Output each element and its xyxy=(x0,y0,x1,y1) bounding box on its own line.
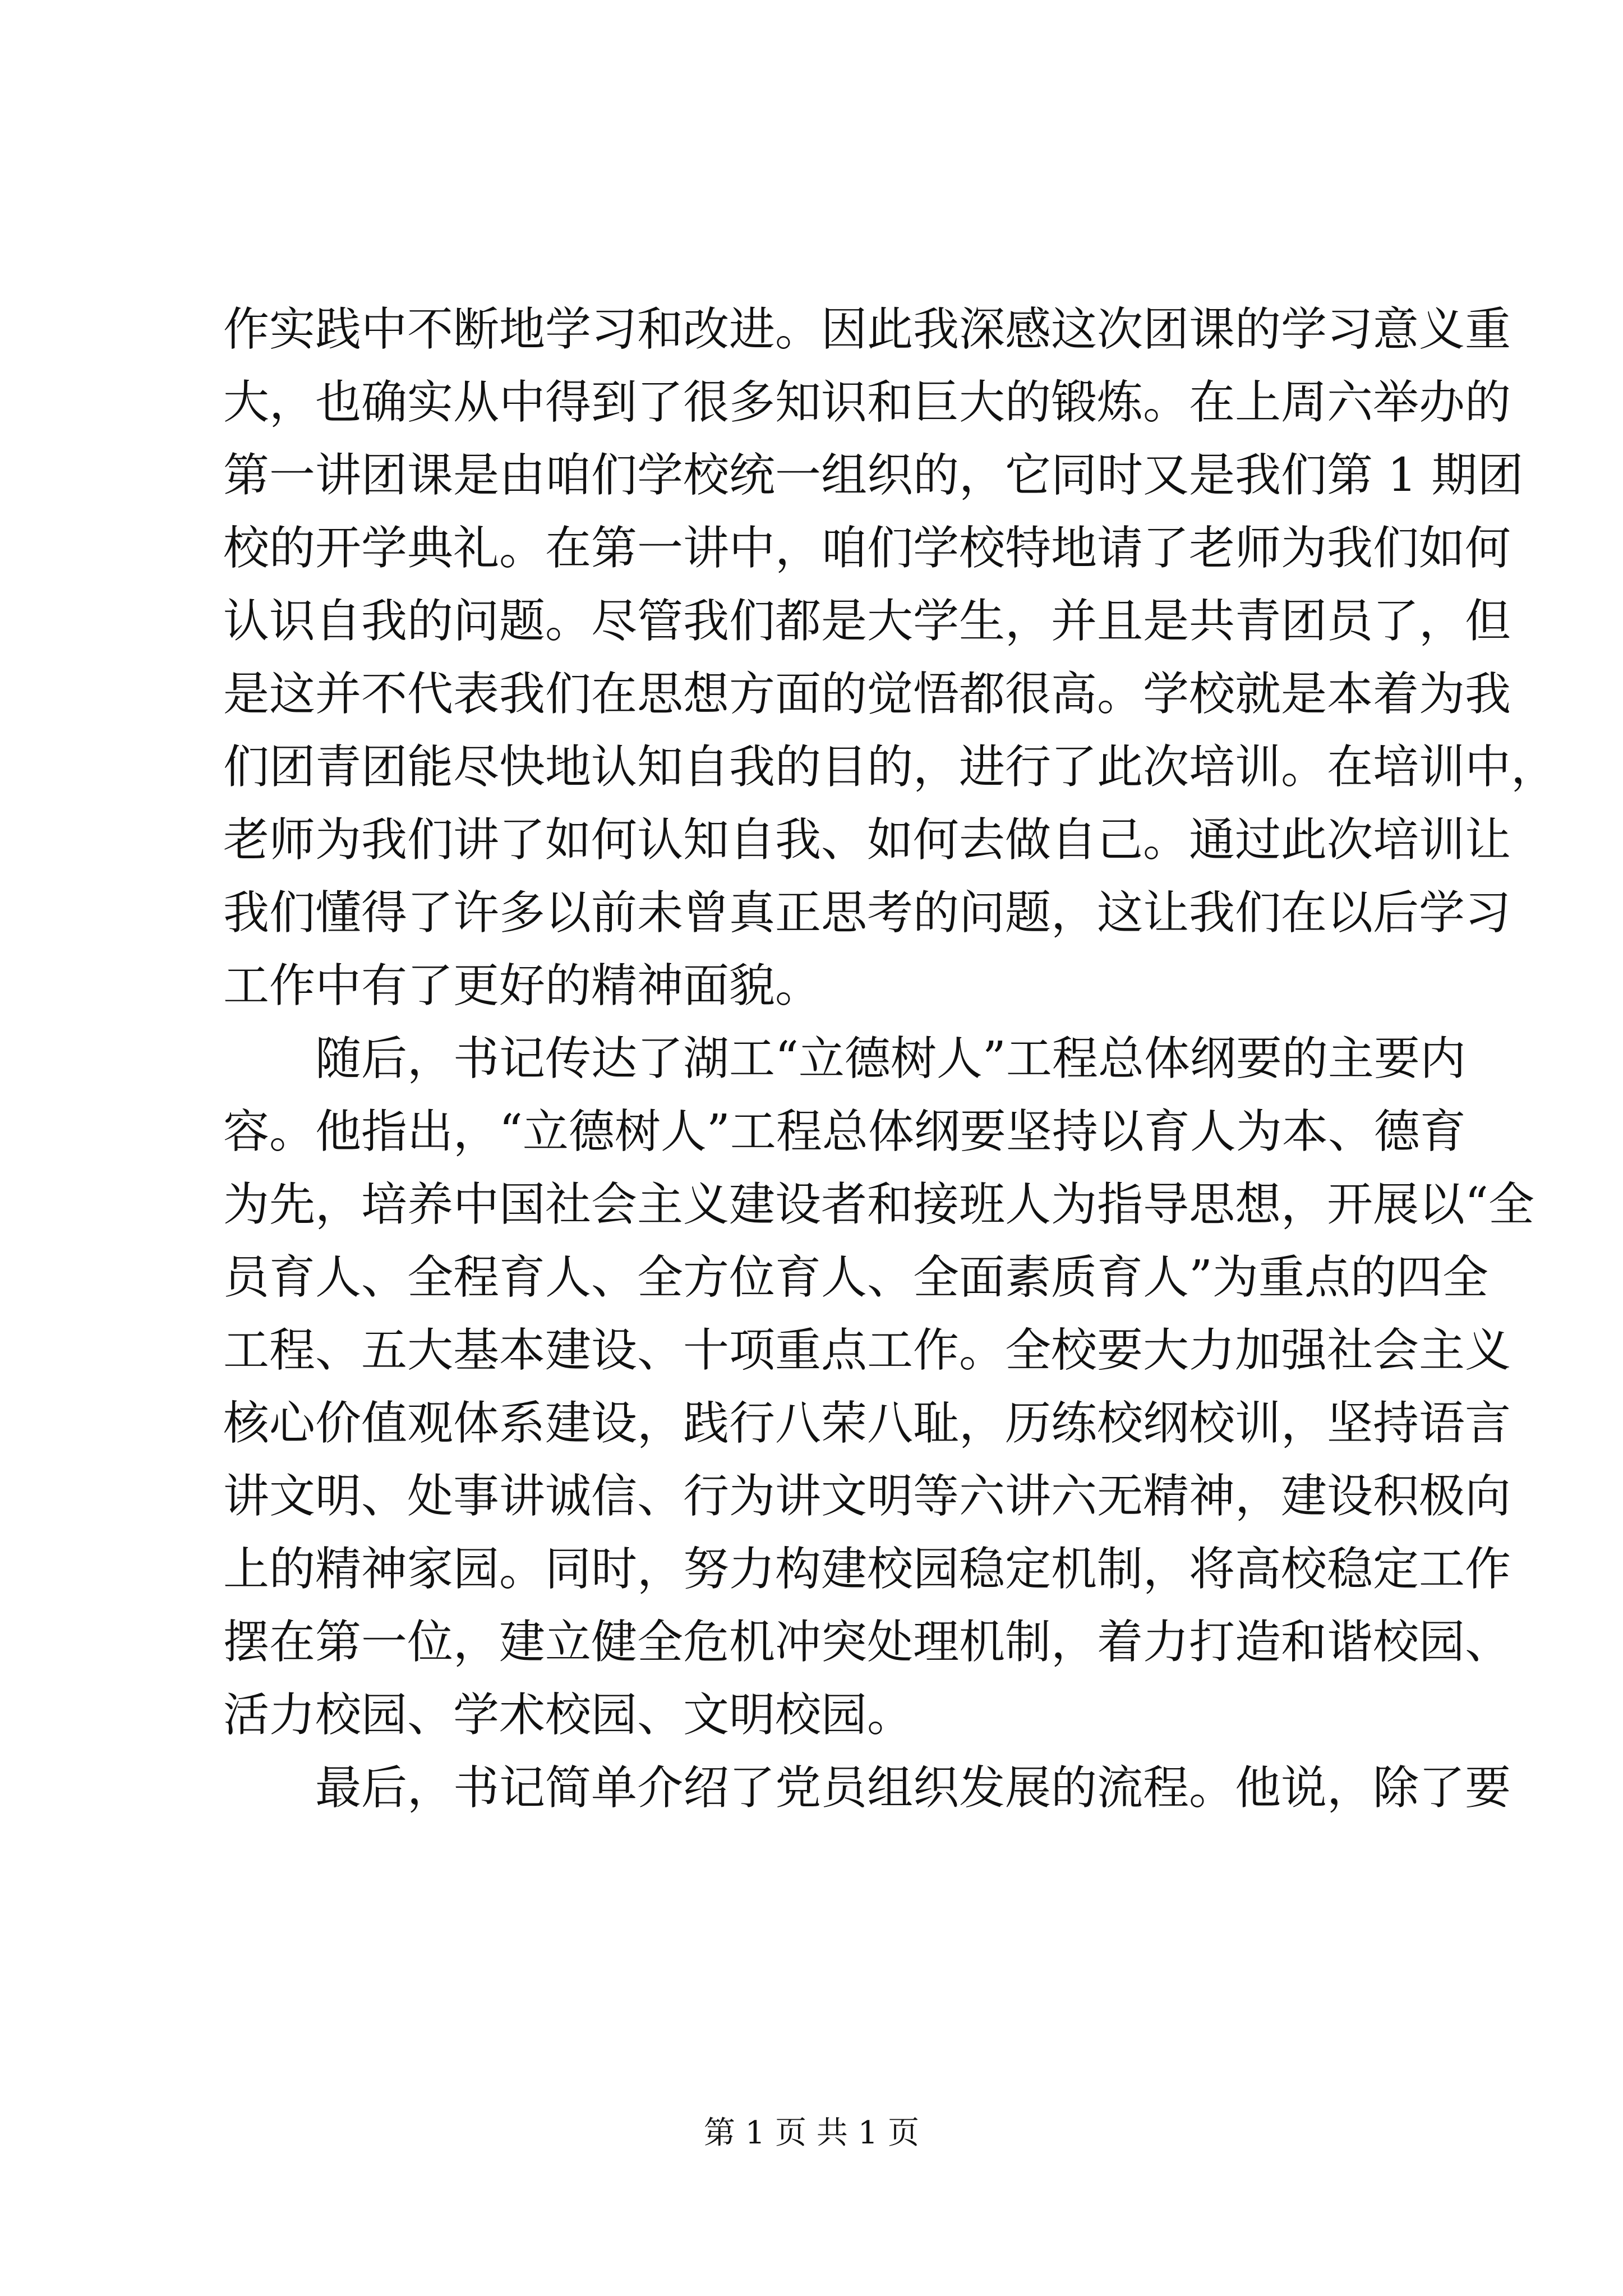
text-line: 上的精神家园。同时，努力构建校园稳定机制，将高校稳定工作 xyxy=(223,1543,1511,1596)
text-line: 摆在第一位，建立健全危机冲突处理机制，着力打造和谐校园、 xyxy=(223,1616,1511,1669)
document-body xyxy=(223,303,1557,1837)
text-line: 为先，培养中国社会主义建设者和接班人为指导思想，开展以“全 xyxy=(223,1178,1534,1231)
text-line: 容。他指出，“立德树人”工程总体纲要坚持以育人为本、德育 xyxy=(223,1105,1466,1158)
text-line: 第一讲团课是由咱们学校统一组织的，它同时又是我们第 1 期团 xyxy=(223,449,1524,502)
text-line: 核心价值观体系建设，践行八荣八耻，历练校纲校训，坚持语言 xyxy=(223,1397,1511,1450)
text-line: 员育人、全程育人、全方位育人、全面素质育人”为重点的四全 xyxy=(223,1251,1488,1304)
text-line: 大，也确实从中得到了很多知识和巨大的锻炼。在上周六举办的 xyxy=(223,376,1511,429)
text-line: 校的开学典礼。在第一讲中，咱们学校特地请了老师为我们如何 xyxy=(223,522,1511,575)
text-line: 老师为我们讲了如何认知自我、如何去做自己。通过此次培训让 xyxy=(223,813,1511,867)
text-line: 工程、五大基本建设、十项重点工作。全校要大力加强社会主义 xyxy=(223,1324,1511,1377)
text-line: 工作中有了更好的精神面貌。 xyxy=(223,959,822,1013)
text-line: 活力校园、学术校园、文明校园。 xyxy=(223,1688,914,1742)
text-line: 是这并不代表我们在思想方面的觉悟都很高。学校就是本着为我 xyxy=(223,668,1511,721)
text-line: 作实践中不断地学习和改进。因此我深感这次团课的学习意义重 xyxy=(223,303,1511,356)
text-line: 认识自我的问题。尽管我们都是大学生，并且是共青团员了，但 xyxy=(223,595,1511,648)
page-footer: 第 1 页 共 1 页 xyxy=(703,2115,920,2151)
text-line: 们团青团能尽快地认知自我的目的，进行了此次培训。在培训中， xyxy=(223,740,1557,794)
text-line: 我们懂得了许多以前未曾真正思考的问题，这让我们在以后学习 xyxy=(223,886,1511,940)
text-line: 最后，书记简单介绍了党员组织发展的流程。他说，除了要 xyxy=(315,1761,1511,1815)
text-line: 讲文明、处事讲诚信、行为讲文明等六讲六无精神，建设积极向 xyxy=(223,1470,1511,1523)
text-line: 随后，书记传达了湖工“立德树人”工程总体纲要的主要内 xyxy=(315,1032,1466,1085)
